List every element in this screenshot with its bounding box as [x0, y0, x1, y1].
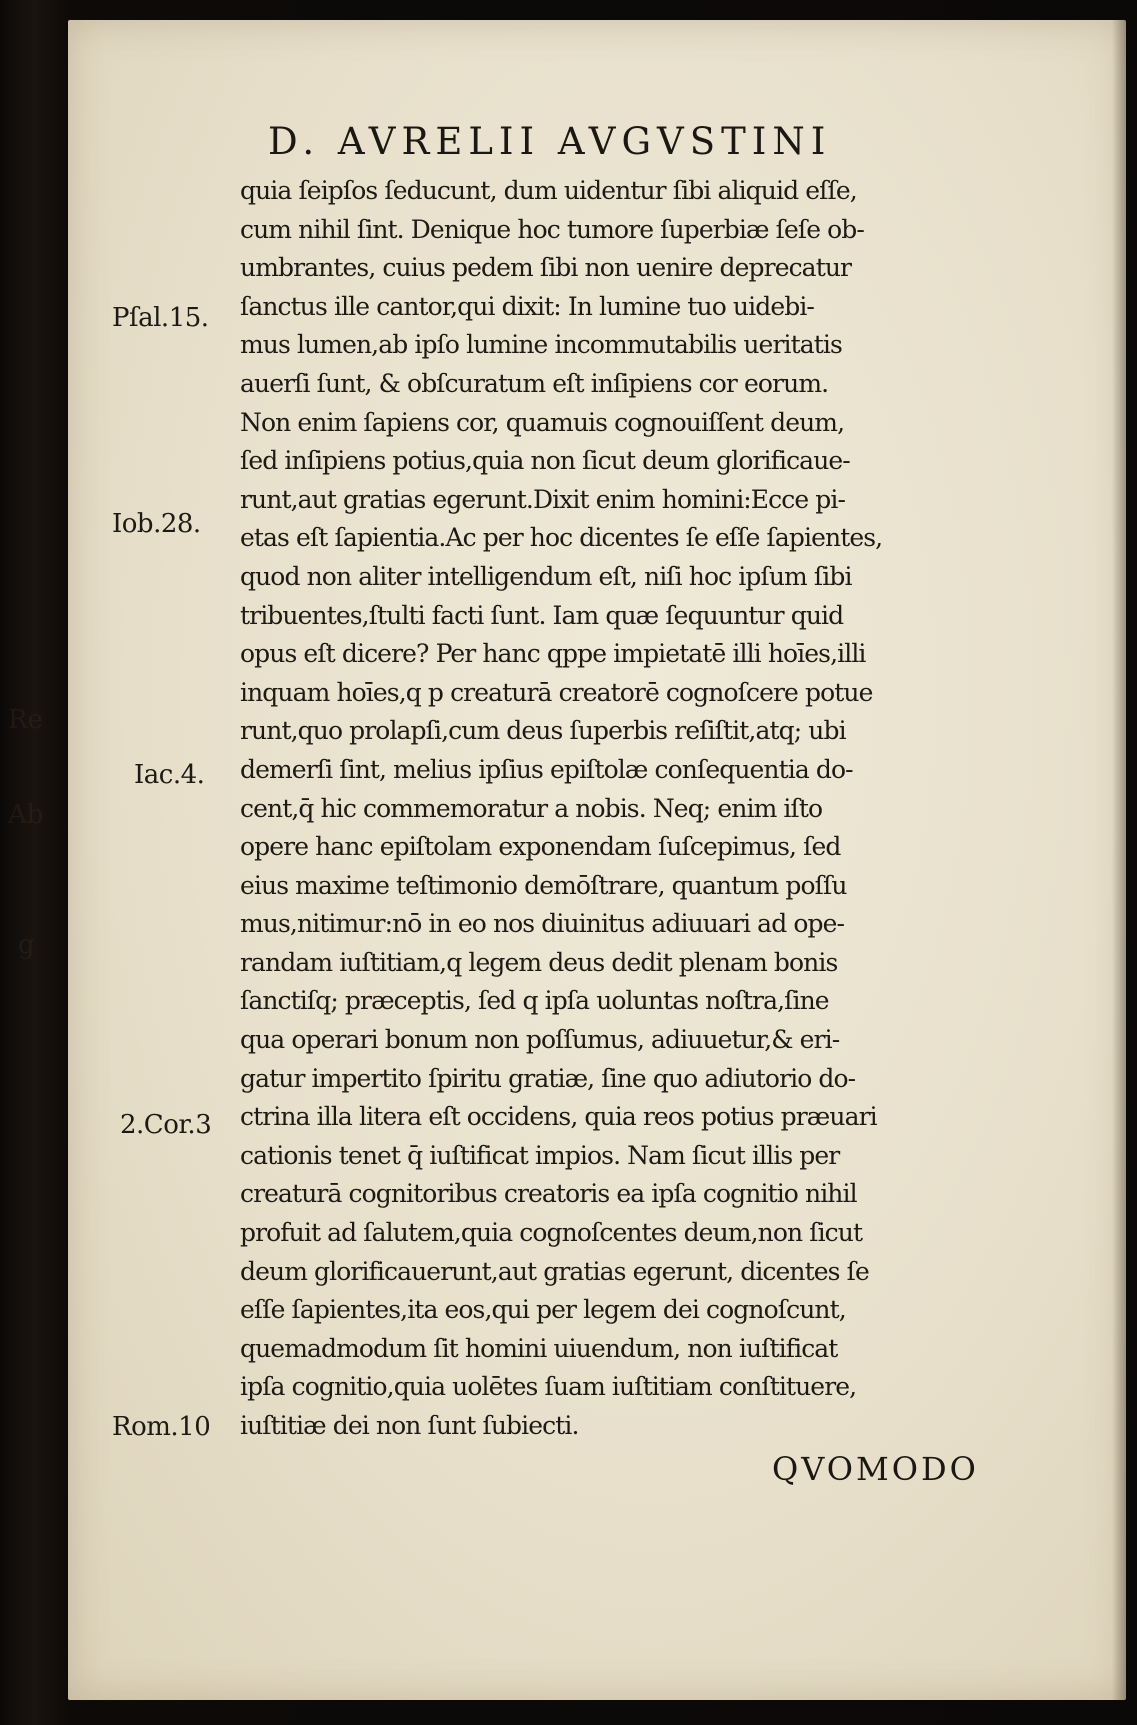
text-line: profuit ad ſalutem,quia cognoſcentes deum,non ſicut: [240, 1218, 863, 1248]
text-line: cationis tenet q̄ iuſtificat impios. Nam ſicut illis per: [240, 1140, 840, 1170]
text-line: demerſi ſint, melius ipſius epiſtolæ conſequentia do-: [240, 754, 853, 784]
text-line: ſanctiſq; præceptis, ſed q ipſa uoluntas noſtra,ſine: [240, 986, 829, 1016]
text-line: creaturā cognitoribus creatoris ea ipſa cognitio nihil: [240, 1179, 857, 1209]
text-line: tribuentes,ſtulti facti ſunt. Iam quæ ſequuntur quid: [240, 600, 844, 630]
text-line: mus,nitimur:nō in eo nos diuinitus adiuuari ad ope-: [240, 909, 845, 939]
running-head: D. AVRELII AVGVSTINI: [268, 120, 832, 163]
margin-note-psal: Pſal.15.: [112, 303, 209, 333]
main-text-block: [240, 172, 1020, 1446]
text-line: runt,quo prolapſi,cum deus ſuperbis reſiſtit,atq; ubi: [240, 716, 846, 746]
bleed-through-text: g: [18, 930, 35, 960]
text-line: umbrantes, cuius pedem ſibi non uenire deprecatur: [240, 253, 852, 283]
text-line: etas eſt ſapientia.Ac per hoc dicentes ſe eſſe ſapientes,: [240, 523, 883, 553]
text-line: qua operari bonum non poſſumus, adiuuetur,& eri-: [240, 1025, 840, 1055]
text-line: opere hanc epiſtolam exponendam ſuſcepimus, ſed: [240, 832, 841, 862]
text-line: cum nihil ſint. Denique hoc tumore ſuperbiæ ſeſe ob-: [240, 214, 864, 244]
text-line: randam iuſtitiam,q legem deus dedit plenam bonis: [240, 947, 838, 977]
catchword: QVOMODO: [772, 1450, 979, 1488]
margin-note-cor: 2.Cor.3: [120, 1110, 212, 1140]
text-line: iuſtitiæ dei non ſunt ſubiecti.: [240, 1411, 579, 1440]
text-line: cent,q̄ hic commemoratur a nobis. Neq; enim iſto: [240, 793, 823, 823]
page-edge-shadow: [1112, 20, 1126, 1700]
text-line: quemadmodum ſit homini uiuendum, non iuſtificat: [240, 1333, 838, 1363]
text-line: eſſe ſapientes,ita eos,qui per legem dei cognoſcunt,: [240, 1295, 846, 1325]
text-line: runt,aut gratias egerunt.Dixit enim homini:Ecce pi-: [240, 484, 846, 514]
text-line: ipſa cognitio,quia uolētes ſuam iuſtitiam conſtituere,: [240, 1372, 857, 1402]
text-line: ctrina illa litera eſt occidens, quia reos potius præuari: [240, 1102, 877, 1132]
bleed-through-text: Re: [8, 705, 43, 735]
text-line: inquam hoīes,q p creaturā creatorē cognoſcere potue: [240, 677, 873, 707]
text-line: ſed inſipiens potius,quia non ſicut deum glorificaue-: [240, 446, 850, 476]
text-line: auerſi ſunt, & obſcuratum eſt inſipiens cor eorum.: [240, 368, 829, 398]
text-line: gatur impertito ſpiritu gratiæ, ſine quo adiutorio do-: [240, 1063, 856, 1093]
text-line: Non enim ſapiens cor, quamuis cognouiſſent deum,: [240, 407, 845, 437]
text-line: eius maxime teſtimonio demōſtrare, quantum poſſu: [240, 870, 847, 900]
text-line: ſanctus ille cantor,qui dixit: In lumine tuo uidebi-: [240, 291, 814, 321]
text-line: opus eſt dicere? Per hanc qppe impietatē illi hoīes,illi: [240, 639, 866, 669]
margin-note-iob: Iob.28.: [112, 509, 201, 539]
margin-note-iac: Iac.4.: [134, 760, 205, 790]
margin-note-rom: Rom.10: [112, 1412, 211, 1442]
text-line: deum glorificauerunt,aut gratias egerunt, dicentes ſe: [240, 1256, 869, 1286]
text-line: quia ſeipſos ſeducunt, dum uidentur ſibi aliquid eſſe,: [240, 176, 857, 205]
bleed-through-text: Ab: [8, 800, 44, 830]
text-line: mus lumen,ab ipſo lumine incommutabilis ueritatis: [240, 330, 842, 360]
text-line: quod non aliter intelligendum eſt, niſi hoc ipſum ſibi: [240, 561, 852, 591]
